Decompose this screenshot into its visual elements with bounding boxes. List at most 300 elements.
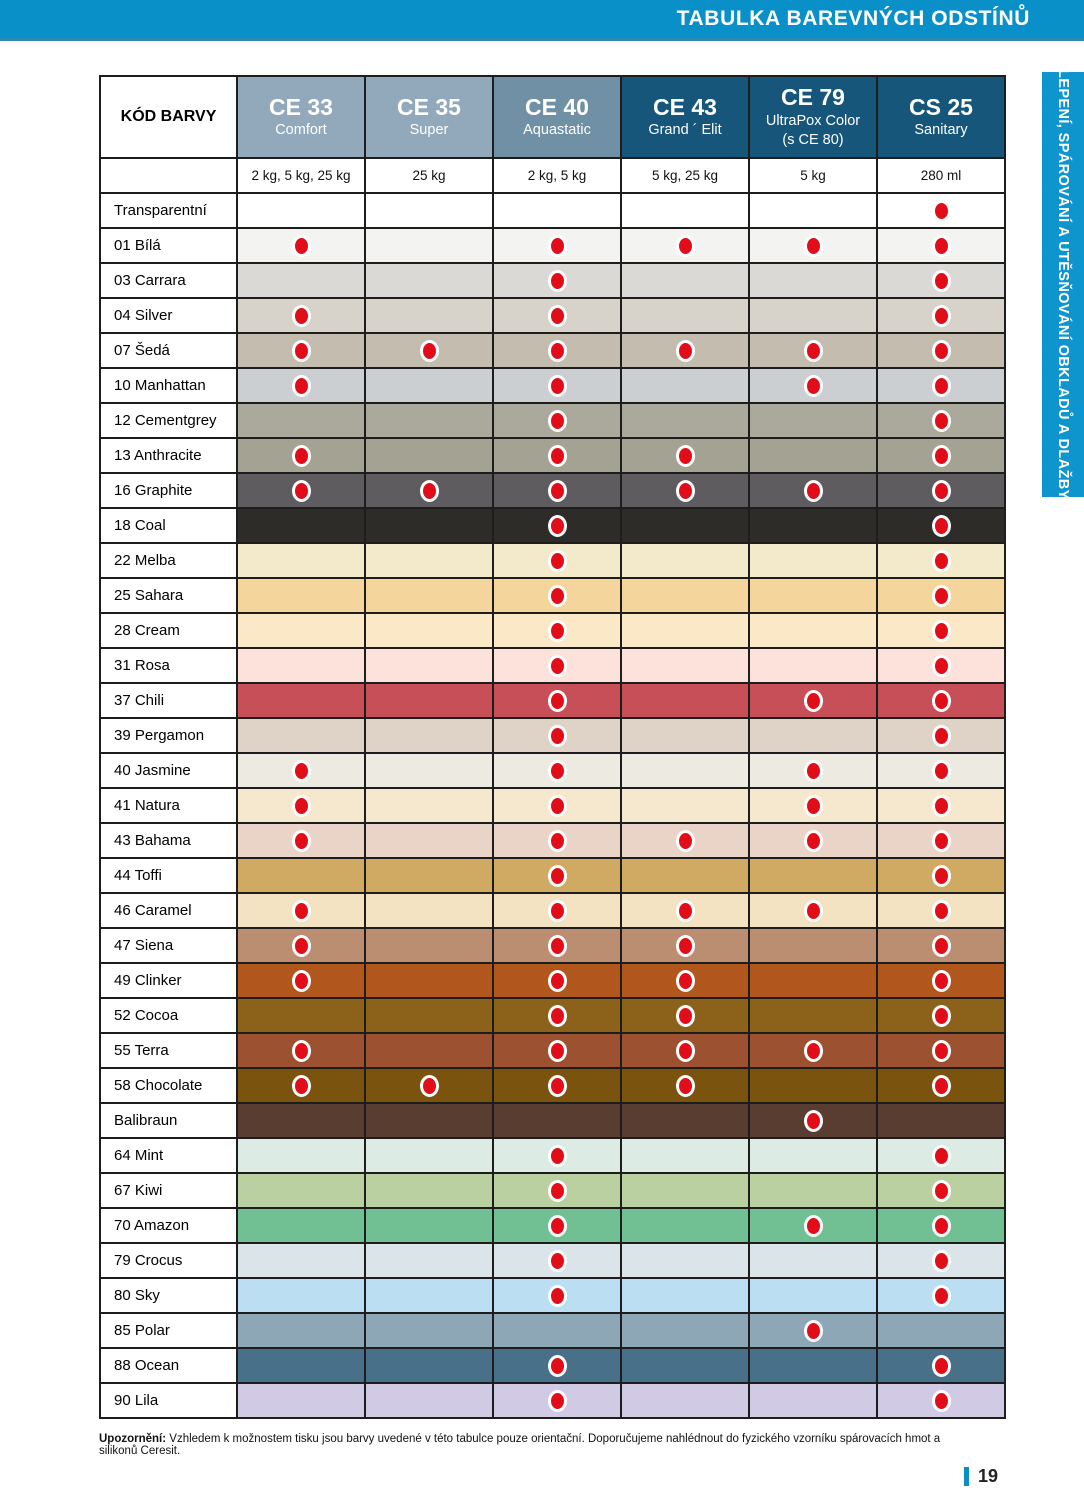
footnote-label: Upozornění: [99, 1433, 167, 1445]
color-cell [621, 1138, 749, 1173]
color-cell [365, 368, 493, 403]
color-cell [493, 1243, 621, 1278]
availability-dot [548, 445, 567, 467]
color-cell [237, 683, 365, 718]
color-cell [237, 858, 365, 893]
side-tab-label: LEPENÍ, SPÁROVÁNÍ A UTĚSŇOVÁNÍ OBKLADŮ A DLAŽBY [1055, 69, 1071, 500]
color-cell [621, 473, 749, 508]
color-cell [621, 578, 749, 613]
color-cell [621, 1068, 749, 1103]
row-label: 79 Crocus [100, 1243, 237, 1278]
availability-dot [548, 480, 567, 502]
table-row [100, 403, 1005, 438]
table-row [100, 263, 1005, 298]
color-cell [621, 263, 749, 298]
availability-dot [932, 795, 951, 817]
row-label: Balibraun [100, 1103, 237, 1138]
color-cell [237, 613, 365, 648]
table-row [100, 1068, 1005, 1103]
color-cell [749, 788, 877, 823]
availability-dot [292, 1075, 311, 1097]
color-cell [621, 858, 749, 893]
color-cell [621, 998, 749, 1033]
color-cell [365, 1208, 493, 1243]
color-cell [621, 1103, 749, 1138]
row-label: 03 Carrara [100, 263, 237, 298]
product-code: CE 43 [653, 93, 717, 120]
color-cell [493, 998, 621, 1033]
availability-dot [548, 935, 567, 957]
color-cell [365, 998, 493, 1033]
color-cell [749, 438, 877, 473]
availability-dot [548, 1215, 567, 1237]
table-row [100, 508, 1005, 543]
color-cell [877, 1173, 1005, 1208]
table-row [100, 613, 1005, 648]
availability-dot [932, 1075, 951, 1097]
color-cell [621, 1208, 749, 1243]
product-header-row [100, 76, 1005, 158]
color-cell [749, 193, 877, 228]
row-label: 52 Cocoa [100, 998, 237, 1033]
table-row [100, 1103, 1005, 1138]
availability-dot [292, 305, 311, 327]
color-cell [621, 298, 749, 333]
product-header [749, 76, 877, 158]
color-cell [621, 928, 749, 963]
color-cell [621, 823, 749, 858]
color-cell [749, 1348, 877, 1383]
color-cell [365, 1033, 493, 1068]
availability-dot [932, 410, 951, 432]
color-cell [877, 1313, 1005, 1348]
row-label: 88 Ocean [100, 1348, 237, 1383]
availability-dot [292, 795, 311, 817]
availability-dot [292, 235, 311, 257]
table-row [100, 1033, 1005, 1068]
availability-dot [292, 970, 311, 992]
availability-dot [932, 620, 951, 642]
color-cell [749, 1278, 877, 1313]
product-code: CE 33 [269, 93, 333, 120]
color-cell [749, 1243, 877, 1278]
pack-size: 280 ml [877, 158, 1005, 193]
color-cell [365, 823, 493, 858]
table-row [100, 963, 1005, 998]
color-cell [493, 473, 621, 508]
footnote [99, 1433, 979, 1457]
availability-dot [932, 865, 951, 887]
row-label: 41 Natura [100, 788, 237, 823]
pack-size: 5 kg [749, 158, 877, 193]
color-cell [749, 1103, 877, 1138]
color-cell [237, 228, 365, 263]
availability-dot [548, 1285, 567, 1307]
row-label: 67 Kiwi [100, 1173, 237, 1208]
availability-dot [804, 830, 823, 852]
availability-dot [548, 585, 567, 607]
pack-size: 5 kg, 25 kg [621, 158, 749, 193]
color-cell [365, 473, 493, 508]
color-cell [749, 578, 877, 613]
color-cell [621, 1383, 749, 1418]
color-cell [877, 1103, 1005, 1138]
availability-dot [548, 1145, 567, 1167]
color-cell [493, 333, 621, 368]
color-cell [237, 1173, 365, 1208]
color-cell [237, 578, 365, 613]
color-cell [877, 753, 1005, 788]
product-header [621, 76, 749, 158]
color-cell [493, 613, 621, 648]
availability-dot [292, 445, 311, 467]
color-cell [749, 1208, 877, 1243]
row-label: 55 Terra [100, 1033, 237, 1068]
color-cell [237, 1068, 365, 1103]
availability-dot [548, 1075, 567, 1097]
color-cell [749, 508, 877, 543]
color-cell [365, 1278, 493, 1313]
availability-dot [932, 1180, 951, 1202]
row-label: Transparentní [100, 193, 237, 228]
table-row [100, 543, 1005, 578]
color-cell [493, 298, 621, 333]
color-cell [493, 928, 621, 963]
product-code: CE 35 [397, 93, 461, 120]
availability-dot [548, 1355, 567, 1377]
table-row [100, 193, 1005, 228]
color-cell [877, 613, 1005, 648]
color-cell [493, 1278, 621, 1313]
color-cell [877, 858, 1005, 893]
color-shade-table [99, 75, 1006, 1419]
color-cell [749, 1313, 877, 1348]
color-cell [621, 403, 749, 438]
color-cell [877, 963, 1005, 998]
color-cell [493, 1033, 621, 1068]
color-cell [877, 298, 1005, 333]
table-row [100, 1278, 1005, 1313]
table-row [100, 823, 1005, 858]
pack-corner-cell [100, 158, 237, 193]
color-cell [877, 823, 1005, 858]
availability-dot [292, 900, 311, 922]
color-cell [493, 1138, 621, 1173]
table-row [100, 298, 1005, 333]
color-cell [877, 788, 1005, 823]
color-cell [237, 1033, 365, 1068]
color-cell [493, 193, 621, 228]
color-cell [237, 473, 365, 508]
color-cell [877, 1033, 1005, 1068]
availability-dot [932, 760, 951, 782]
side-tab [1042, 69, 1084, 500]
color-cell [877, 1208, 1005, 1243]
table-row [100, 368, 1005, 403]
color-cell [749, 998, 877, 1033]
color-cell [621, 893, 749, 928]
color-cell [493, 823, 621, 858]
color-cell [493, 438, 621, 473]
table-row [100, 788, 1005, 823]
availability-dot [420, 480, 439, 502]
color-cell [877, 403, 1005, 438]
color-cell [493, 788, 621, 823]
color-cell [877, 473, 1005, 508]
row-label: 18 Coal [100, 508, 237, 543]
table-row [100, 1313, 1005, 1348]
availability-dot [548, 690, 567, 712]
availability-dot [932, 480, 951, 502]
color-cell [749, 823, 877, 858]
color-cell [237, 263, 365, 298]
product-code: CE 40 [525, 93, 589, 120]
availability-dot [548, 550, 567, 572]
availability-dot [932, 235, 951, 257]
top-banner [0, 0, 1084, 41]
availability-dot [932, 1040, 951, 1062]
color-cell [749, 893, 877, 928]
color-cell [877, 543, 1005, 578]
availability-dot [548, 900, 567, 922]
color-cell [365, 1138, 493, 1173]
product-header [365, 76, 493, 158]
color-cell [365, 403, 493, 438]
availability-dot [292, 480, 311, 502]
row-label: 31 Rosa [100, 648, 237, 683]
availability-dot [932, 340, 951, 362]
availability-dot [932, 1285, 951, 1307]
color-cell [621, 718, 749, 753]
color-cell [877, 438, 1005, 473]
color-cell [237, 998, 365, 1033]
color-cell [877, 368, 1005, 403]
color-cell [365, 1243, 493, 1278]
color-cell [621, 1243, 749, 1278]
color-cell [365, 1103, 493, 1138]
table-row [100, 228, 1005, 263]
color-cell [621, 193, 749, 228]
color-cell [237, 753, 365, 788]
color-cell [237, 403, 365, 438]
color-cell [877, 683, 1005, 718]
availability-dot [804, 340, 823, 362]
color-cell [877, 333, 1005, 368]
availability-dot [548, 760, 567, 782]
row-label: 40 Jasmine [100, 753, 237, 788]
availability-dot [548, 865, 567, 887]
color-cell [621, 1313, 749, 1348]
pack-size-row [100, 158, 1005, 193]
color-cell [237, 1138, 365, 1173]
color-cell [621, 228, 749, 263]
color-cell [877, 508, 1005, 543]
color-cell [749, 1068, 877, 1103]
color-cell [237, 893, 365, 928]
color-cell [749, 1138, 877, 1173]
color-cell [621, 1278, 749, 1313]
row-label: 16 Graphite [100, 473, 237, 508]
row-label: 01 Bílá [100, 228, 237, 263]
color-cell [493, 543, 621, 578]
color-cell [365, 193, 493, 228]
color-cell [493, 1313, 621, 1348]
availability-dot [420, 340, 439, 362]
color-cell [365, 543, 493, 578]
product-code: CE 79 [781, 84, 845, 111]
availability-dot [676, 340, 695, 362]
color-cell [493, 718, 621, 753]
availability-dot [932, 900, 951, 922]
product-name: UltraPox Color [765, 112, 861, 129]
color-cell [237, 1383, 365, 1418]
color-cell [365, 963, 493, 998]
product-name-secondary: (s CE 80) [782, 131, 844, 148]
availability-dot [548, 620, 567, 642]
availability-dot [932, 200, 951, 222]
product-name: Grand ´ Elit [648, 122, 722, 139]
color-cell [237, 718, 365, 753]
availability-dot [548, 1250, 567, 1272]
availability-dot [932, 830, 951, 852]
availability-dot [932, 1005, 951, 1027]
color-cell [365, 263, 493, 298]
availability-dot [676, 935, 695, 957]
color-cell [621, 508, 749, 543]
availability-dot [292, 1040, 311, 1062]
row-label: 70 Amazon [100, 1208, 237, 1243]
color-cell [237, 823, 365, 858]
table-row [100, 473, 1005, 508]
availability-dot [548, 235, 567, 257]
color-rows [100, 193, 1005, 1418]
availability-dot [548, 725, 567, 747]
color-cell [877, 718, 1005, 753]
color-cell [621, 1033, 749, 1068]
row-label: 47 Siena [100, 928, 237, 963]
availability-dot [804, 690, 823, 712]
table-row [100, 333, 1005, 368]
color-cell [493, 893, 621, 928]
product-header [877, 76, 1005, 158]
availability-dot [676, 900, 695, 922]
color-cell [493, 1383, 621, 1418]
color-cell [749, 298, 877, 333]
availability-dot [548, 340, 567, 362]
color-cell [237, 1103, 365, 1138]
table-row [100, 1243, 1005, 1278]
color-cell [749, 928, 877, 963]
table-row [100, 1383, 1005, 1418]
color-cell [365, 858, 493, 893]
availability-dot [676, 480, 695, 502]
color-cell [365, 508, 493, 543]
color-cell [493, 963, 621, 998]
color-cell [749, 473, 877, 508]
row-label: 49 Clinker [100, 963, 237, 998]
table-row [100, 648, 1005, 683]
availability-dot [804, 1215, 823, 1237]
color-cell [749, 228, 877, 263]
row-label: 13 Anthracite [100, 438, 237, 473]
product-code: CS 25 [909, 93, 973, 120]
page-number-bar [964, 1467, 969, 1486]
pack-size: 25 kg [365, 158, 493, 193]
color-cell [749, 403, 877, 438]
availability-dot [548, 515, 567, 537]
color-cell [621, 788, 749, 823]
color-cell [365, 788, 493, 823]
availability-dot [676, 235, 695, 257]
color-cell [749, 1383, 877, 1418]
product-header [493, 76, 621, 158]
availability-dot [932, 550, 951, 572]
availability-dot [292, 760, 311, 782]
row-label: 43 Bahama [100, 823, 237, 858]
availability-dot [292, 935, 311, 957]
color-cell [493, 1208, 621, 1243]
color-cell [749, 543, 877, 578]
color-cell [877, 193, 1005, 228]
availability-dot [932, 935, 951, 957]
availability-dot [932, 1145, 951, 1167]
color-cell [877, 1278, 1005, 1313]
availability-dot [292, 830, 311, 852]
color-cell [237, 543, 365, 578]
color-cell [365, 578, 493, 613]
color-cell [621, 963, 749, 998]
availability-dot [804, 235, 823, 257]
color-cell [365, 683, 493, 718]
availability-dot [932, 375, 951, 397]
color-cell [365, 333, 493, 368]
availability-dot [548, 1390, 567, 1412]
row-label: 58 Chocolate [100, 1068, 237, 1103]
color-cell [365, 1348, 493, 1383]
color-cell [365, 228, 493, 263]
row-label: 12 Cementgrey [100, 403, 237, 438]
color-cell [749, 613, 877, 648]
color-cell [877, 1383, 1005, 1418]
color-cell [365, 753, 493, 788]
color-cell [365, 298, 493, 333]
color-cell [877, 1068, 1005, 1103]
color-cell [621, 753, 749, 788]
table-row [100, 1348, 1005, 1383]
color-cell [237, 298, 365, 333]
color-cell [877, 928, 1005, 963]
availability-dot [932, 970, 951, 992]
color-cell [493, 368, 621, 403]
color-cell [749, 1033, 877, 1068]
color-cell [749, 753, 877, 788]
availability-dot [548, 795, 567, 817]
color-cell [621, 543, 749, 578]
color-cell [237, 1313, 365, 1348]
product-name: Comfort [275, 122, 327, 139]
availability-dot [932, 725, 951, 747]
availability-dot [804, 795, 823, 817]
color-cell [877, 578, 1005, 613]
availability-dot [932, 445, 951, 467]
row-label: 90 Lila [100, 1383, 237, 1418]
row-label: 10 Manhattan [100, 368, 237, 403]
color-cell [493, 403, 621, 438]
color-cell [749, 683, 877, 718]
color-cell [621, 333, 749, 368]
page-number-text: 19 [978, 1466, 999, 1486]
color-cell [493, 1068, 621, 1103]
